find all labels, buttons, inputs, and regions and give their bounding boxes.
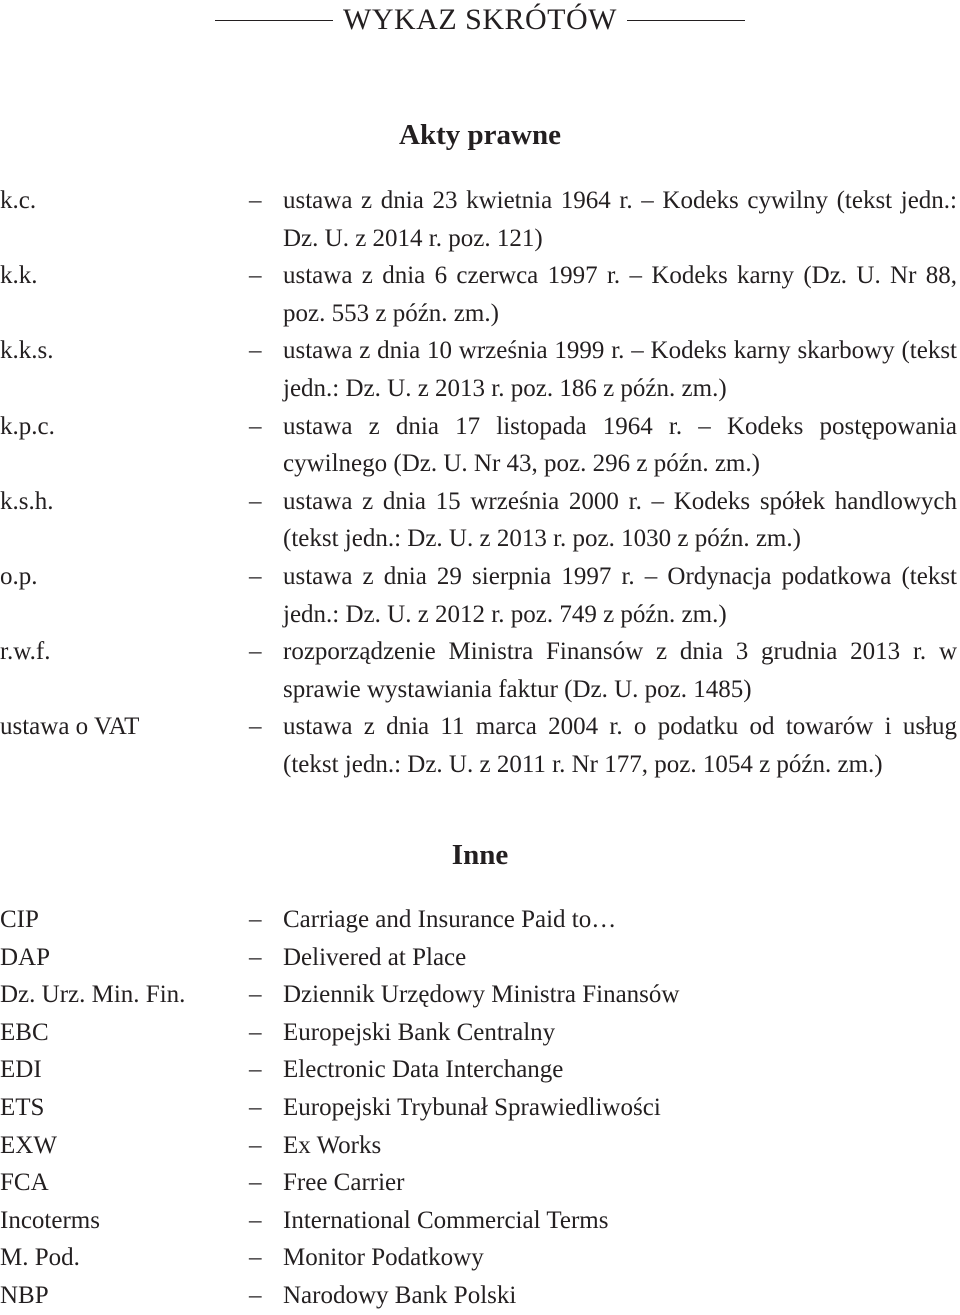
abbreviation-description: Electronic Data Interchange [283,1056,564,1084]
abbreviation-description: Dziennik Urzędowy Ministra Finansów [283,981,680,1009]
list-item [0,408,960,483]
list-item [0,558,960,633]
list-item [0,332,960,407]
dash-separator: – [249,1093,262,1121]
abbreviation: k.c. [0,187,37,214]
abbreviation: EDI [0,1056,42,1084]
dash-separator: – [249,1281,262,1309]
dash-separator: – [249,1018,262,1046]
dash-separator: – [249,412,262,440]
list-item [0,483,960,558]
dash-separator: – [249,981,262,1009]
abbreviation-description: Europejski Bank Centralny [283,1018,556,1046]
list-item [0,1051,960,1089]
list-item [0,1014,960,1052]
abbreviation: M. Pod. [0,1244,80,1272]
list-item [0,708,960,783]
abbreviation-description: Carriage and Insurance Paid to… [283,906,617,933]
abbreviation-description: Free Carrier [283,1169,405,1197]
section-title-other: Inne [451,839,509,871]
list-item [0,976,960,1014]
abbreviation: k.p.c. [0,412,55,440]
page-title: WYKAZ SKRÓTÓW [343,3,617,36]
list-item [0,182,960,257]
abbreviation-description: ustawa z dnia 10 września 1999 r. – Kodeks karny skarbowy (tekst jedn.: Dz. U. z 2013 r. poz. 186 z późn. zm.) [283,337,957,402]
abbreviation-description: Narodowy Bank Polski [283,1281,517,1309]
list-item [0,901,960,939]
abbreviation-description: Europejski Trybunał Sprawiedliwości [283,1093,661,1121]
dash-separator: – [249,337,262,365]
list-item [0,1164,960,1202]
dash-separator: – [249,1244,262,1272]
abbreviation-description: International Commercial Terms [283,1206,609,1234]
dash-separator: – [249,262,262,290]
other-abbreviations-list [0,901,960,1315]
abbreviation: EBC [0,1018,49,1046]
abbreviation: NBP [0,1281,49,1309]
section-title-legal-acts: Akty prawne [399,119,561,151]
list-item [0,1277,960,1315]
list-item [0,257,960,332]
dash-separator: – [249,943,262,971]
abbreviation-description: Monitor Podatkowy [283,1244,484,1272]
dash-separator: – [249,1169,262,1197]
abbreviation: o.p. [0,562,38,590]
abbreviation: r.w.f. [0,638,51,666]
abbreviation-description: ustawa z dnia 11 marca 2004 r. o podatku od towarów i usług (tekst jedn.: Dz. U. z 2011 r. Nr 177, poz. 1054 z późn. zm.) [283,713,957,778]
abbreviation: CIP [0,906,39,933]
abbreviation: Incoterms [0,1206,100,1234]
abbreviation: Dz. Urz. Min. Fin. [0,981,186,1009]
dash-separator: – [249,713,262,741]
dash-separator: – [249,1206,262,1234]
abbreviation: k.k. [0,262,38,290]
abbreviation-description: Delivered at Place [283,943,467,971]
abbreviation: DAP [0,943,51,971]
abbreviation: FCA [0,1169,49,1197]
abbreviation: ETS [0,1093,45,1121]
abbreviation-description: ustawa z dnia 29 sierpnia 1997 r. – Ordynacja podatkowa (tekst jedn.: Dz. U. z 2012 r. poz. 749 z późn. zm.) [283,562,957,628]
page-header [0,0,960,40]
abbreviation: ustawa o VAT [0,713,140,741]
abbreviation-description: ustawa z dnia 23 kwietnia 1964 r. – Kodeks cywilny (tekst jedn.: Dz. U. z 2014 r. poz. 121) [283,187,957,252]
abbreviation: k.s.h. [0,487,54,515]
dash-separator: – [249,1131,262,1159]
legal-acts-list [0,182,960,784]
dash-separator: – [249,187,262,214]
abbreviation-description: rozporządzenie Ministra Finansów z dnia 3 grudnia 2013 r. w sprawie wystawiania faktur (Dz. U. poz. 1485) [283,638,957,703]
list-item [0,1239,960,1277]
dash-separator: – [249,562,262,590]
abbreviation-description: ustawa z dnia 17 listopada 1964 r. – Kodeks postępowania cywilnego (Dz. U. Nr 43, poz. 296 z późn. zm.) [283,412,957,478]
list-item [0,939,960,977]
abbreviation: EXW [0,1131,57,1159]
abbreviation-description: ustawa z dnia 15 września 2000 r. – Kodeks spółek handlowych (tekst jedn.: Dz. U. z 2013 r. poz. 1030 z późn. zm.) [283,487,957,553]
dash-separator: – [249,487,262,515]
list-item [0,633,960,708]
abbreviation-description: ustawa z dnia 6 czerwca 1997 r. – Kodeks karny (Dz. U. Nr 88, poz. 553 z późn. zm.) [283,262,957,327]
dash-separator: – [249,638,262,666]
dash-separator: – [249,1056,262,1084]
heading-rule-left [215,20,333,21]
abbreviation-description: Ex Works [283,1131,382,1159]
heading-rule-right [627,20,745,21]
dash-separator: – [249,906,262,933]
list-item [0,1089,960,1127]
list-item [0,1127,960,1165]
list-item [0,1202,960,1240]
abbreviation: k.k.s. [0,337,54,365]
